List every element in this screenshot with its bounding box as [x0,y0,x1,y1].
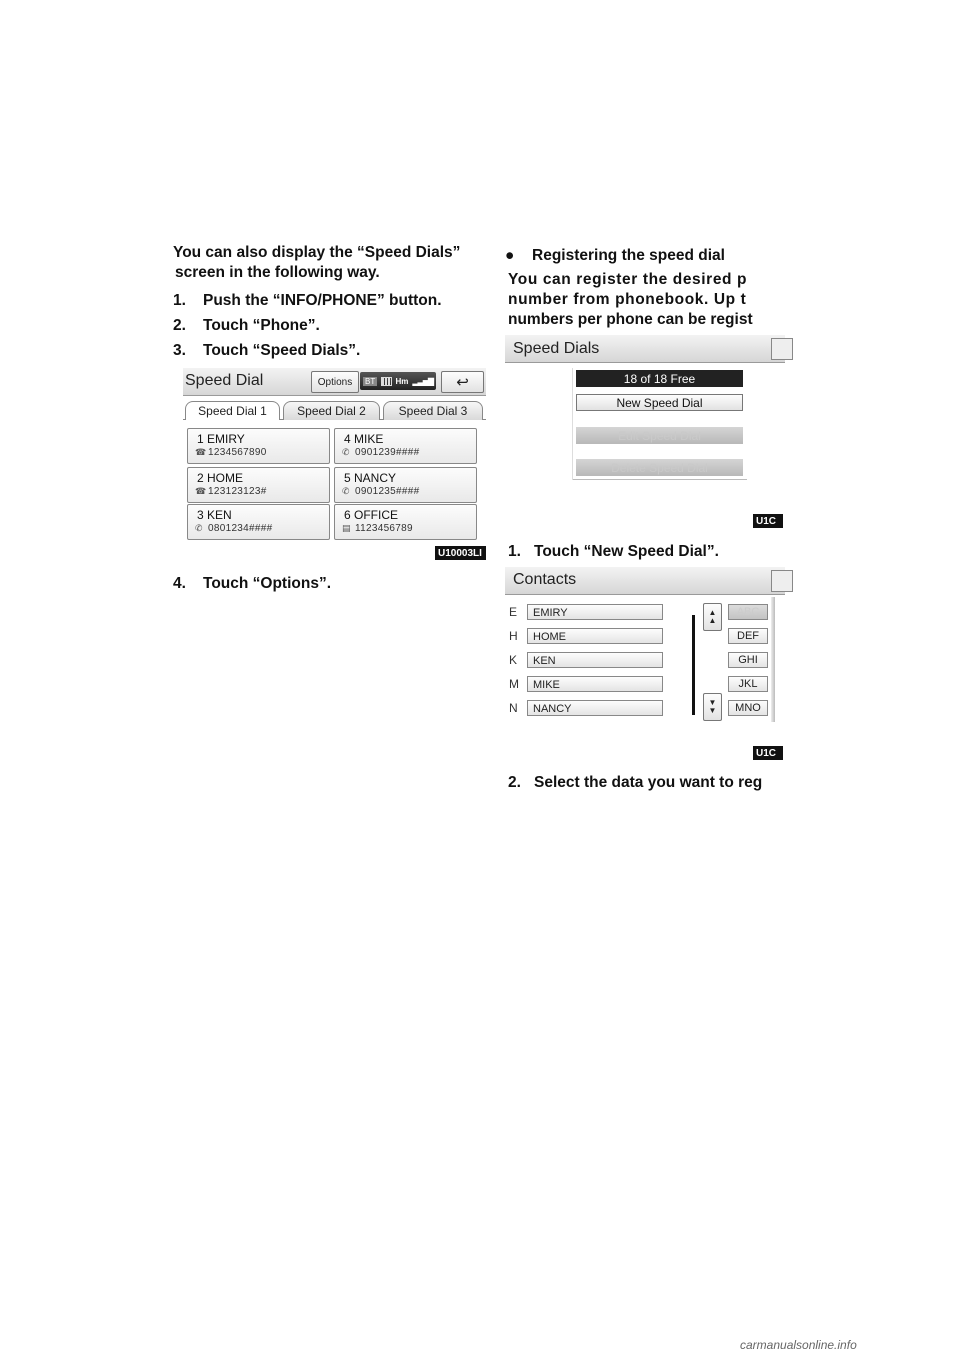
body-line-1: You can register the desired p [508,271,748,288]
bullet-icon: ● [505,247,515,264]
delete-speed-dial-button[interactable]: Delete Speed Dial [576,459,743,476]
mobile-phone-icon: ✆ [342,447,350,457]
speed-dials-figure [505,335,776,515]
alpha-column-edge [771,597,775,722]
office-phone-icon: ▤ [342,523,351,533]
back-button[interactable] [441,371,484,393]
contact-name: EMIRY [527,604,663,620]
contacts-corner-button[interactable] [771,570,793,592]
alpha-jkl-button[interactable]: JKL [728,676,768,692]
step-2-num: 2. [173,317,186,334]
scroll-track[interactable] [692,615,695,715]
status-bar [360,372,436,390]
right-step-2-num: 2. [508,774,521,791]
contact-row-h[interactable] [509,628,669,646]
body-line-3: numbers per phone can be regist [508,311,753,328]
scroll-up-icon: ▲ ▲ [708,608,717,625]
entry-name: 5 NANCY [344,471,397,485]
scroll-up-button[interactable] [703,603,722,631]
intro-line-2: screen in the following way. [175,264,380,281]
speed-dial-entry-6[interactable] [334,504,477,540]
contact-name: MIKE [527,676,663,692]
contact-name: NANCY [527,700,663,716]
back-arrow-icon: ↩ [456,374,469,391]
mobile-phone-icon: ✆ [342,486,350,496]
entry-number: 1234567890 [208,447,267,458]
step-4-num: 4. [173,575,186,592]
figure-code-3: U1C [753,746,783,760]
contact-row-m[interactable] [509,676,669,694]
header-corner-button[interactable] [771,338,793,360]
speed-dial-figure [183,368,486,553]
speed-dial-title: Speed Dial [185,372,264,389]
step-3-text: Touch “Speed Dials”. [203,342,361,359]
alpha-mno-button[interactable]: MNO [728,700,768,716]
step-1 [173,291,442,311]
intro-line-1: You can also display the “Speed Dials” [173,244,461,261]
scroll-down-icon: ▼ ▼ [708,698,717,715]
step-1-num: 1. [173,292,186,309]
index-letter: M [509,677,519,691]
right-step-2-text: Select the data you want to reg [534,774,763,791]
entry-name: 4 MIKE [344,432,384,446]
entry-number: 0901239#### [355,447,420,458]
home-phone-icon: ☎ [195,486,207,496]
figure-code-1: U10003LI [435,546,486,560]
alpha-ghi-button[interactable]: GHI [728,652,768,668]
speed-dial-entry-4[interactable] [334,428,477,464]
entry-name: 3 KEN [197,508,232,522]
entry-number: 123123123# [208,486,267,497]
status-text: Hm [395,376,409,386]
left-column [173,0,493,620]
home-phone-icon: ☎ [195,447,207,457]
speed-dial-entry-2[interactable] [187,467,330,503]
speed-dials-title: Speed Dials [513,340,600,357]
entry-number: 1123456789 [355,523,413,534]
index-letter: H [509,629,518,643]
entry-name: 6 OFFICE [344,508,399,522]
alpha-def-button[interactable]: DEF [728,628,768,644]
step-1-text: Push the “INFO/PHONE” button. [203,292,442,309]
right-column [505,0,776,820]
index-letter: K [509,653,518,667]
entry-name: 2 HOME [197,471,244,485]
contacts-title: Contacts [513,571,577,588]
right-step-2 [508,773,762,793]
tab-speed-dial-2[interactable]: Speed Dial 2 [283,401,380,420]
tab-speed-dial-1[interactable]: Speed Dial 1 [185,401,280,420]
entry-number: 0801234#### [208,523,273,534]
contact-name: KEN [527,652,663,668]
list-left-edge [572,368,573,480]
right-step-1 [508,542,719,562]
index-letter: E [509,605,518,619]
right-step-1-num: 1. [508,543,521,560]
battery-icon [381,377,391,386]
step-3-num: 3. [173,342,186,359]
entry-name: 1 EMIRY [197,432,245,446]
speed-dial-entry-3[interactable] [187,504,330,540]
step-4 [173,574,331,594]
speed-dial-entry-1[interactable] [187,428,330,464]
bluetooth-icon: BT [365,376,376,386]
figure-code-2: U1C [753,514,783,528]
footer-watermark: carmanualsonline.info [740,1338,857,1352]
heading-text: Registering the speed dial [532,247,725,264]
body-line-2: number from phonebook. Up t [508,291,747,308]
tab-speed-dial-3[interactable]: Speed Dial 3 [383,401,483,420]
new-speed-dial-button[interactable]: New Speed Dial [576,394,743,411]
signal-icon: ▂▃▅▇ [412,376,433,386]
mobile-phone-icon: ✆ [195,523,203,533]
contacts-figure [505,567,776,742]
step-4-text: Touch “Options”. [203,575,332,592]
scroll-down-button[interactable] [703,693,722,721]
speed-dial-entry-5[interactable] [334,467,477,503]
step-2 [173,316,320,336]
step-2-text: Touch “Phone”. [203,317,320,334]
entry-number: 0901235#### [355,486,420,497]
right-step-1-text: Touch “New Speed Dial”. [534,543,719,560]
index-letter: N [509,701,518,715]
section-heading [505,246,725,266]
options-button[interactable]: Options [311,371,359,393]
list-underline [572,479,747,480]
contact-row-e[interactable] [509,604,669,622]
edit-speed-dial-button[interactable]: Edit Speed Dial [576,427,743,444]
contact-name: HOME [527,628,663,644]
contact-row-n[interactable] [509,700,669,718]
free-count-label: 18 of 18 Free [576,370,743,387]
step-3 [173,341,360,361]
contact-row-k[interactable] [509,652,669,670]
alpha-abc-button[interactable]: ABC [728,604,768,620]
